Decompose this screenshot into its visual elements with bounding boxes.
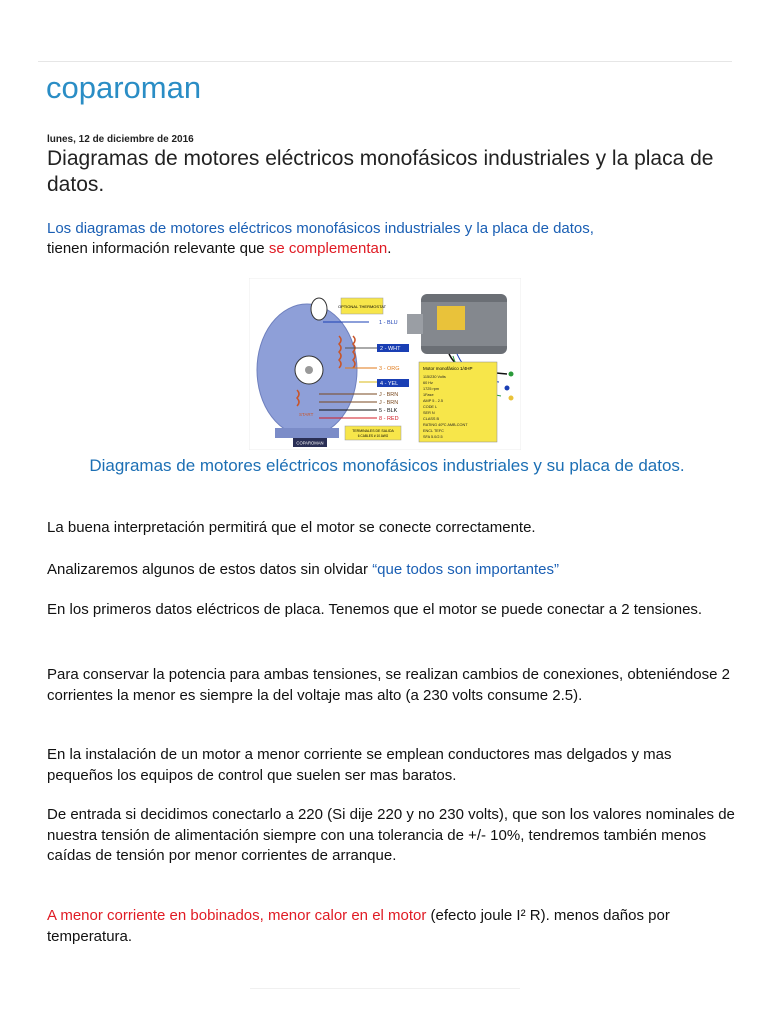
intro-end: . <box>387 240 392 257</box>
wire-label: 1 - BLU <box>379 320 398 326</box>
paragraph-2 <box>47 560 737 581</box>
paragraph-4: Para conservar la potencia para ambas tensiones, se realizan cambios de conexiones, obteniéndose 2 corrientes la menor es siempre la del voltaje mas alto (a 230 volts consume 2.5). <box>47 666 730 704</box>
nameplate-line: AMP 5 - 2.5 <box>423 399 443 403</box>
blog-title-link[interactable]: coparoman <box>46 70 202 105</box>
start-label: START <box>299 412 314 417</box>
nameplate-line: 115/230 Volts <box>423 375 446 379</box>
post-title: Diagramas de motores eléctricos monofásicos industriales y la placa de datos. <box>47 147 714 196</box>
wire-label: J - BRN <box>379 392 399 398</box>
paragraph-3: En los primeros datos eléctricos de placa. Tenemos que el motor se puede conectar a 2 tensiones. <box>47 601 703 618</box>
nameplate-line: CLASS B <box>423 417 440 421</box>
terminals-sub-label: 6 CABLES # 10 AWG <box>357 434 389 438</box>
intro-plain-text: tienen información relevante que <box>47 240 269 257</box>
nameplate-line: ENCL TEFC <box>423 429 444 433</box>
brand-label: COPAROMAN <box>296 440 324 446</box>
wire-label: J - BRN <box>379 400 399 406</box>
paragraph-2-blue: “que todos son importantes” <box>372 561 559 578</box>
nameplate-line: SER N <box>423 411 435 415</box>
wire-label: 5 - BLK <box>379 408 398 414</box>
paragraph-5: En la instalación de un motor a menor corriente se emplean conductores mas delgados y mas pequeños los equipos de control que suelen ser mas baratos. <box>47 746 672 784</box>
footer-divider <box>250 988 520 989</box>
motor-diagram-image[interactable] <box>249 278 521 450</box>
nameplate-line: RATING 40ºC AMB-CONT <box>423 423 468 427</box>
paragraph-7 <box>47 906 737 947</box>
intro-blue-text: Los diagramas de motores eléctricos monofásicos industriales y la placa de datos, <box>47 220 594 237</box>
paragraph-2-plain: Analizaremos algunos de estos datos sin olvidar <box>47 561 373 578</box>
wire-label: 4 - YEL <box>380 381 399 387</box>
intro-paragraph <box>47 219 737 259</box>
intro-red-text: se complementan <box>268 240 388 257</box>
motor-base <box>275 428 339 438</box>
nameplate-line: 60 Hz <box>423 381 433 385</box>
wire-label: 2 - WHT <box>380 346 401 352</box>
terminals-label: TERMINALES DE SALIDA <box>352 429 394 433</box>
header-divider <box>38 61 732 62</box>
post-date: lunes, 12 de diciembre de 2016 <box>47 134 194 145</box>
thermostat-icon <box>311 298 327 320</box>
nameplate-title: Motor monofásico 1/4HP <box>423 366 473 371</box>
nameplate-line: 1Fase <box>423 393 434 397</box>
paragraph-7-red: A menor corriente en bobinados, menor calor en el motor <box>47 907 427 924</box>
nameplate-line: 1725 rpm <box>423 387 440 391</box>
wire-label: 8 - RED <box>379 416 399 422</box>
nameplate-line: SFA 5.0/2.5 <box>423 435 443 439</box>
paragraph-6: De entrada si decidimos conectarlo a 220 (Si dije 220 y no 230 volts), que son los valores nominales de nuestra tensión de alimentación siempre con una tolerancia de +/- 10%, tendremos también menos caídas de tensión por menor corrientes de arranque. <box>47 806 735 864</box>
paragraph-1: La buena interpretación permitirá que el motor se conecte correctamente. <box>47 519 536 536</box>
figure-caption: Diagramas de motores eléctricos monofásicos industriales y su placa de datos. <box>89 456 685 475</box>
optional-thermostat-label: OPTIONAL THERMOSTAT <box>337 304 387 309</box>
nameplate-line: CODE L <box>423 405 438 409</box>
paragraph-7-plain: (efecto joule I² R). menos daños por temperatura. <box>47 907 670 945</box>
wire-label: 3 - ORG <box>379 366 400 372</box>
